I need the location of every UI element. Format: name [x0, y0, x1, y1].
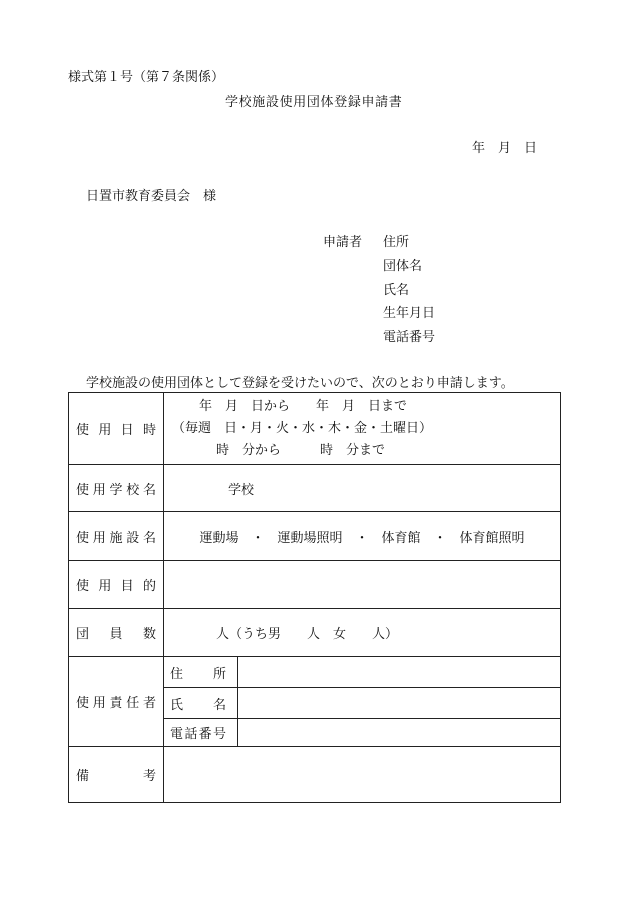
addressee: 日置市教育委員会 様	[86, 189, 217, 204]
applicant-label: 申請者	[323, 235, 363, 250]
applicant-address-label: 住所	[383, 235, 410, 250]
application-table	[68, 392, 561, 803]
members-label: 団 員 数	[69, 609, 164, 657]
remarks-label: 備 考	[69, 747, 164, 803]
members-value[interactable]: 人（うち男 人 女 人）	[164, 609, 561, 657]
row-responsible-address	[69, 657, 561, 688]
document-title: 学校施設使用団体登録申請書	[225, 95, 403, 110]
responsible-phone-field[interactable]	[238, 719, 561, 747]
usage-datetime-label: 使 用 日 時	[69, 393, 164, 465]
responsible-address-field[interactable]	[238, 657, 561, 688]
applicant-birthdate-label: 生年月日	[383, 306, 436, 321]
responsible-name-label: 氏 名	[164, 688, 238, 719]
intro-sentence: 学校施設の使用団体として登録を受けたいので、次のとおり申請します。	[86, 376, 514, 391]
row-school-name	[69, 465, 561, 512]
school-name-value[interactable]: 学校	[164, 465, 561, 512]
responsible-address-label: 住 所	[164, 657, 238, 688]
row-facility-name	[69, 512, 561, 561]
responsible-phone-label: 電 話 番 号	[164, 719, 238, 747]
row-members	[69, 609, 561, 657]
facility-name-value[interactable]: 運動場 ・ 運動場照明 ・ 体育館 ・ 体育館照明	[164, 512, 561, 561]
responsible-name-field[interactable]	[238, 688, 561, 719]
applicant-name-label: 氏名	[383, 283, 410, 298]
row-remarks	[69, 747, 561, 803]
date-line: 年 月 日	[472, 141, 538, 156]
form-number: 様式第１号（第７条関係）	[68, 70, 225, 85]
row-usage-datetime	[69, 393, 561, 465]
school-name-label: 使 用 学 校 名	[69, 465, 164, 512]
responsible-person-label: 使 用 責 任 者	[69, 657, 164, 747]
facility-name-label: 使 用 施 設 名	[69, 512, 164, 561]
row-purpose	[69, 561, 561, 609]
datetime-weekdays: （毎週 日・月・火・水・木・金・土曜日）	[172, 420, 433, 436]
usage-datetime-value[interactable]	[164, 393, 561, 465]
datetime-date-range: 年 月 日から 年 月 日まで	[199, 398, 408, 414]
purpose-label: 使 用 目 的	[69, 561, 164, 609]
datetime-time-range: 時 分から 時 分まで	[216, 442, 386, 458]
applicant-phone-label: 電話番号	[383, 330, 436, 345]
remarks-value[interactable]	[164, 747, 561, 803]
applicant-group-name-label: 団体名	[383, 259, 423, 274]
purpose-value[interactable]	[164, 561, 561, 609]
